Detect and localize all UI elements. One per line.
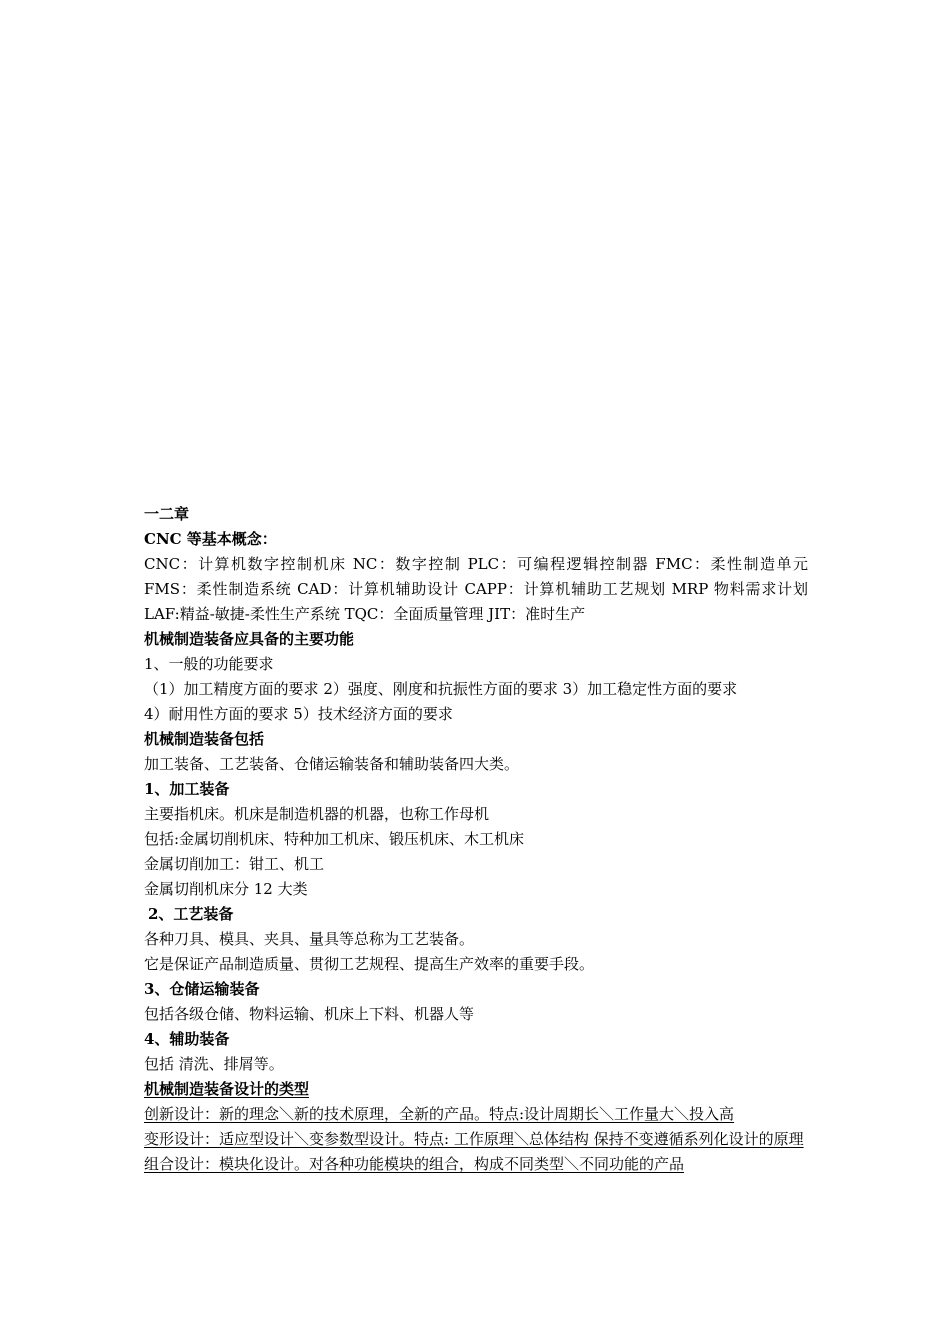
processing-line-2: 包括:金属切削机床、特种加工机床、锻压机床、木工机床 bbox=[144, 830, 525, 848]
storage-body: 包括各级仓储、物料运输、机床上下料、机器人等 bbox=[144, 1005, 475, 1023]
includes-heading: 机械制造装备包括 bbox=[144, 730, 265, 748]
functions-line-1: 1、一般的功能要求 bbox=[144, 655, 274, 673]
document-body bbox=[144, 502, 808, 1177]
processing-heading: 1、加工装备 bbox=[144, 780, 230, 798]
storage-heading: 3、仓储运输装备 bbox=[144, 980, 260, 998]
concepts-heading: CNC 等基本概念： bbox=[144, 530, 277, 548]
tooling-line-2: 它是保证产品制造质量、贯彻工艺规程、提高生产效率的重要手段。 bbox=[144, 955, 595, 973]
concepts-body: CNC：计算机数字控制机床 NC：数字控制 PLC：可编程逻辑控制器 FMC：柔性制造单元 FMS：柔性制造系统 CAD：计算机辅助设计 CAPP：计算机辅助工艺规划 MRP 物料需求计划 LAF:精益-敏捷-柔性生产系统 TQC：全面质量管理 JIT：准时生产 bbox=[144, 555, 808, 623]
design-variant: 变形设计：适应型设计＼变参数型设计。特点: 工作原理＼总体结构 保持不变遵循系列化设计的原理 bbox=[144, 1130, 804, 1148]
processing-line-4: 金属切削机床分 12 大类 bbox=[144, 880, 308, 898]
auxiliary-heading: 4、辅助装备 bbox=[144, 1030, 230, 1048]
chapter-title: 一二章 bbox=[144, 505, 190, 523]
design-modular: 组合设计：模块化设计。对各种功能模块的组合，构成不同类型＼不同功能的产品 bbox=[144, 1155, 685, 1173]
tooling-heading: 2、工艺装备 bbox=[148, 905, 234, 923]
processing-line-1: 主要指机床。机床是制造机器的机器，也称工作母机 bbox=[144, 805, 490, 823]
processing-line-3: 金属切削加工：钳工、机工 bbox=[144, 855, 325, 873]
includes-body: 加工装备、工艺装备、仓储运输装备和辅助装备四大类。 bbox=[144, 755, 520, 773]
design-types-heading: 机械制造装备设计的类型 bbox=[144, 1080, 310, 1098]
tooling-line-1: 各种刀具、模具、夹具、量具等总称为工艺装备。 bbox=[144, 930, 475, 948]
auxiliary-body: 包括 清洗、排屑等。 bbox=[144, 1055, 284, 1073]
functions-line-3: 4）耐用性方面的要求 5）技术经济方面的要求 bbox=[144, 705, 453, 723]
functions-heading: 机械制造装备应具备的主要功能 bbox=[144, 630, 355, 648]
design-innovative: 创新设计：新的理念＼新的技术原理，全新的产品。特点:设计周期长＼工作量大＼投入高 bbox=[144, 1105, 735, 1123]
functions-line-2: （1）加工精度方面的要求 2）强度、刚度和抗振性方面的要求 3）加工稳定性方面的要求 bbox=[144, 680, 738, 698]
